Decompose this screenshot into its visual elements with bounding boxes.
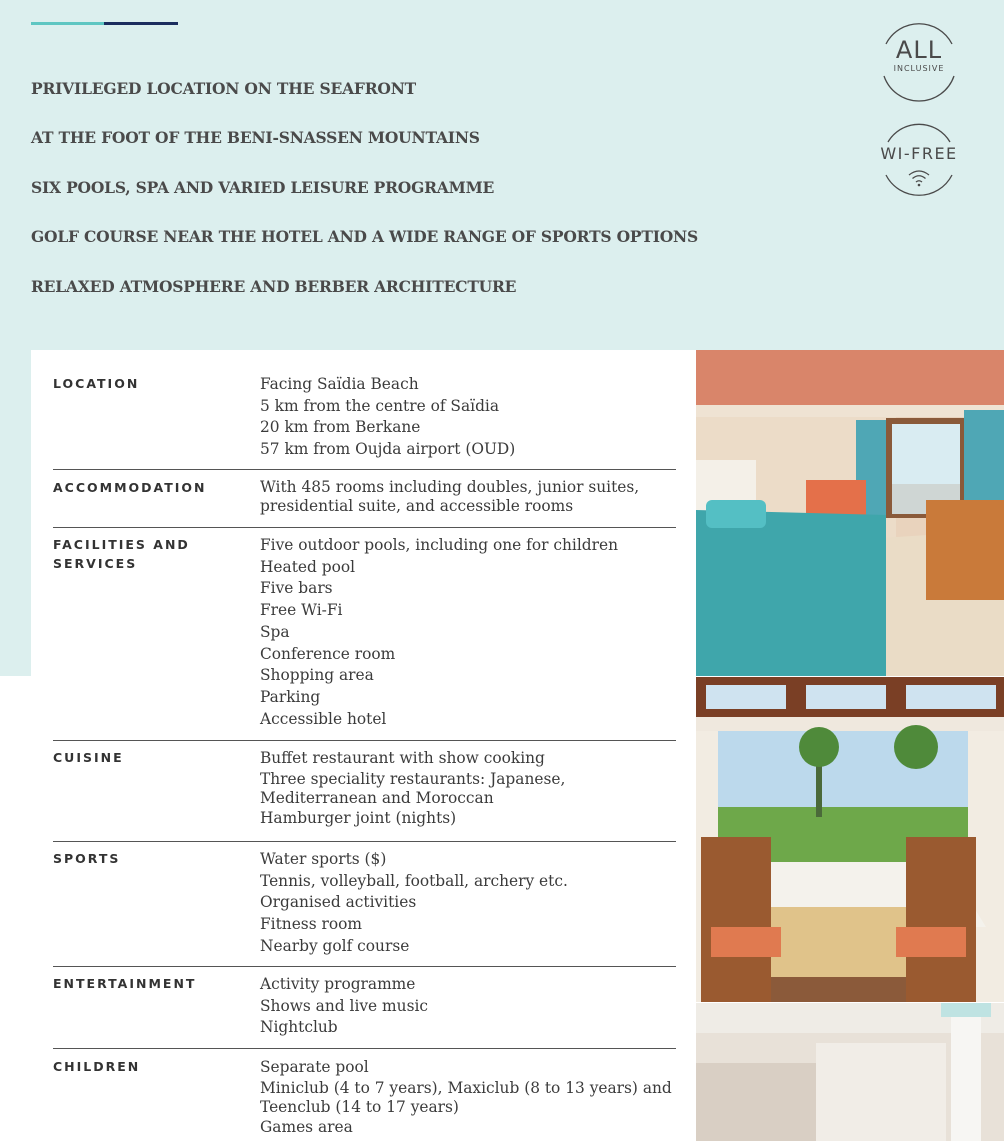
info-line: Accessible hotel — [260, 709, 387, 728]
info-line: Five bars — [260, 579, 333, 598]
info-value — [260, 535, 680, 730]
info-line: Organised activities — [260, 893, 417, 912]
wifi-free-badge — [880, 120, 958, 200]
info-row-entertainment — [53, 974, 676, 1049]
info-label: SPORTS — [53, 851, 121, 866]
info-value — [260, 1057, 680, 1138]
accent-rule-navy — [104, 22, 178, 25]
accent-rule-teal — [31, 22, 104, 25]
info-line: Water sports ($) — [260, 850, 387, 868]
info-row-accommodation — [53, 478, 676, 528]
hotel-info-card — [31, 350, 696, 1141]
info-line: Spa — [260, 622, 290, 641]
info-line: Parking — [260, 687, 321, 706]
info-line: 20 km from Berkane — [260, 418, 421, 437]
info-line: Five outdoor pools, including one for children — [260, 536, 618, 554]
bedroom-photo — [696, 350, 1004, 676]
info-row-location — [53, 374, 676, 470]
info-line: Fitness room — [260, 915, 362, 934]
info-line: Activity programme — [260, 975, 416, 993]
info-line: Separate pool — [260, 1058, 369, 1076]
info-line: Shopping area — [260, 666, 374, 685]
info-value — [260, 974, 680, 1039]
info-label: ENTERTAINMENT — [53, 976, 197, 991]
info-label: ACCOMMODATION — [53, 480, 207, 495]
info-line: Facing Saïdia Beach — [260, 375, 419, 393]
highlight-item: SIX POOLS, SPA AND VARIED LEISURE PROGRAMME — [31, 177, 495, 197]
info-line: Free Wi-Fi — [260, 601, 343, 620]
info-line: Buffet restaurant with show cooking — [260, 749, 545, 767]
info-line: 57 km from Oujda airport (OUD) — [260, 440, 516, 459]
info-line: Shows and live music — [260, 996, 429, 1015]
highlights-list — [31, 78, 698, 325]
info-value — [260, 849, 680, 958]
info-line: Games area — [260, 1117, 353, 1136]
badge-inclusive-text: INCLUSIVE — [893, 64, 945, 73]
info-line: Nightclub — [260, 1018, 338, 1037]
info-label: CUISINE — [53, 750, 124, 765]
wifi-icon — [907, 168, 931, 188]
info-label: CHILDREN — [53, 1059, 141, 1074]
info-value — [260, 748, 680, 829]
info-line: Three speciality restaurants: Japanese, Mediterranean and Moroccan — [260, 769, 566, 807]
info-line: Heated pool — [260, 557, 356, 576]
highlight-item: RELAXED ATMOSPHERE AND BERBER ARCHITECTURE — [31, 276, 517, 296]
info-line: 5 km from the centre of Saïdia — [260, 396, 500, 415]
restaurant-photo — [696, 677, 1004, 1002]
info-line: Hamburger joint (nights) — [260, 808, 457, 827]
info-row-sports — [53, 849, 676, 967]
highlight-item: AT THE FOOT OF THE BENI-SNASSEN MOUNTAINS — [31, 128, 480, 148]
info-label: FACILITIES AND SERVICES — [53, 537, 190, 571]
info-label: LOCATION — [53, 376, 140, 391]
interior-photo — [696, 1003, 1004, 1141]
info-value — [260, 374, 680, 461]
highlight-item: GOLF COURSE NEAR THE HOTEL AND A WIDE RANGE OF SPORTS OPTIONS — [31, 227, 699, 247]
left-band — [0, 350, 31, 676]
info-line: With 485 rooms including doubles, junior suites, presidential suite, and accessible rooms — [260, 478, 640, 515]
info-value — [260, 478, 680, 516]
info-row-cuisine — [53, 748, 676, 842]
info-line: Tennis, volleyball, football, archery etc. — [260, 871, 568, 890]
info-row-children — [53, 1057, 676, 1141]
info-row-facilities — [53, 535, 676, 741]
highlight-item: PRIVILEGED LOCATION ON THE SEAFRONT — [31, 79, 417, 98]
badge-all-text: ALL — [895, 36, 943, 64]
all-inclusive-badge — [880, 22, 958, 102]
badge-wifi-text: WI-FREE — [880, 144, 958, 163]
info-line: Conference room — [260, 644, 396, 663]
info-line: Miniclub (4 to 7 years), Maxiclub (8 to 13 years) and Teenclub (14 to 17 years) — [260, 1078, 672, 1116]
info-line: Nearby golf course — [260, 936, 410, 955]
